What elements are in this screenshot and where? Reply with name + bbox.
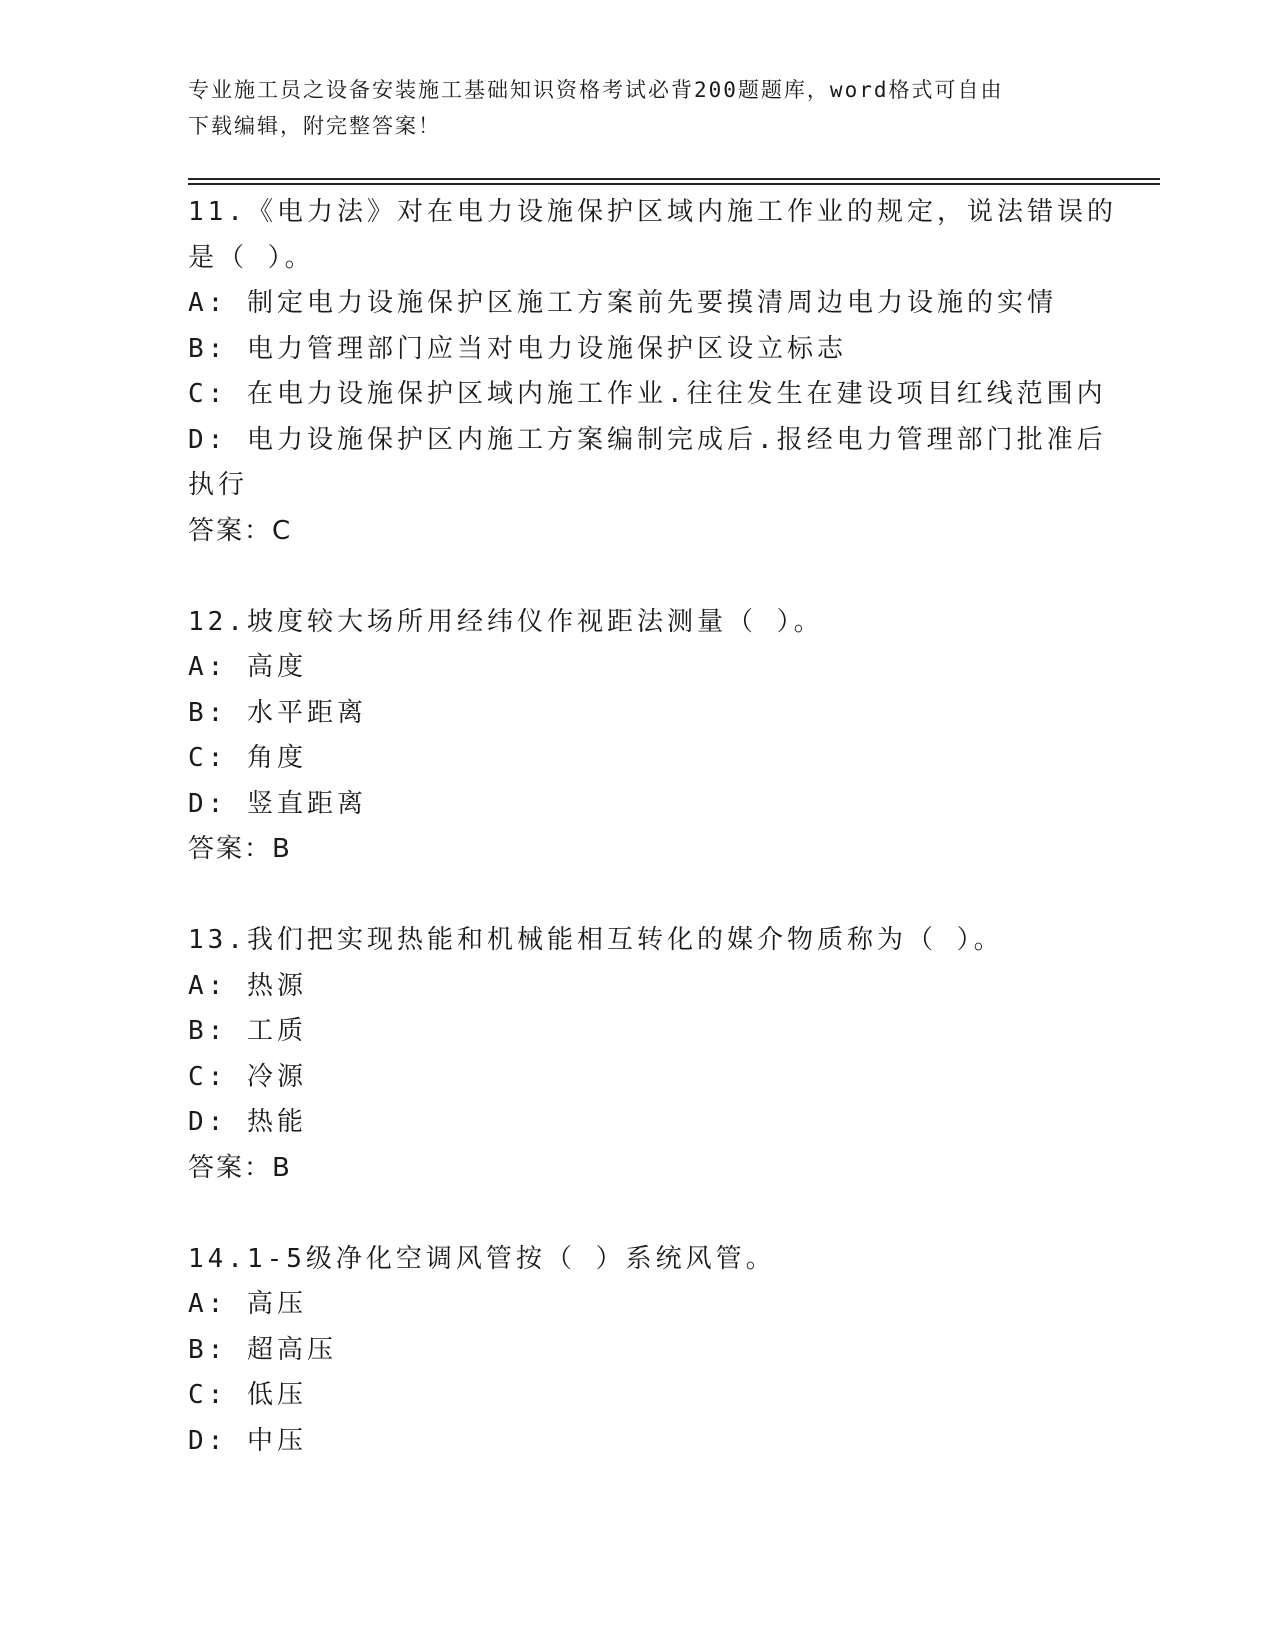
question-stem-continuation: 是（ ）。	[188, 242, 315, 273]
option-a: A: 高压	[188, 1289, 307, 1319]
question-13	[188, 918, 1088, 1191]
option-a: A: 热源	[188, 970, 307, 1001]
question-11	[188, 190, 1117, 554]
option-d: D: 热能	[188, 1107, 307, 1137]
option-b: B: 电力管理部门应当对电力设施保护区设立标志	[188, 333, 847, 364]
header-line-1: 专业施工员之设备安装施工基础知识资格考试必背200题题库，word格式可自由	[188, 78, 1004, 102]
answer: 答案：C	[188, 515, 293, 546]
option-d: D: 电力设施保护区内施工方案编制完成后.报经电力管理部门批准后	[188, 424, 1107, 455]
option-b: B: 超高压	[188, 1334, 337, 1365]
question-list	[188, 190, 1117, 1464]
spacer	[188, 873, 1088, 919]
question-stem: 11.《电力法》对在电力设施保护区域内施工作业的规定，说法错误的	[188, 197, 1117, 227]
option-c: C: 在电力设施保护区域内施工作业.往往发生在建设项目红线范围内	[188, 379, 1107, 409]
option-c: C: 角度	[188, 743, 307, 773]
header-divider-top	[188, 178, 1160, 180]
question-stem: 14.1-5级净化空调风管按（ ）系统风管。	[188, 1243, 776, 1274]
question-14	[188, 1237, 1088, 1465]
question-12	[188, 600, 1088, 873]
option-b: B: 水平距离	[188, 697, 367, 728]
spacer	[188, 1191, 1088, 1237]
option-c: C: 低压	[188, 1380, 307, 1410]
question-stem: 13.我们把实现热能和机械能相互转化的媒介物质称为（ ）。	[188, 925, 1004, 955]
header-divider-bottom	[188, 183, 1160, 185]
question-stem: 12.坡度较大场所用经纬仪作视距法测量（ ）。	[188, 606, 824, 637]
answer: 答案：B	[188, 1152, 292, 1183]
option-a: A: 制定电力设施保护区施工方案前先要摸清周边电力设施的实情	[188, 288, 1057, 318]
option-d: D: 中压	[188, 1425, 307, 1456]
option-a: A: 高度	[188, 652, 307, 682]
spacer	[188, 554, 1088, 600]
option-d-continuation: 执行	[188, 470, 249, 500]
option-c: C: 冷源	[188, 1061, 307, 1092]
option-d: D: 竖直距离	[188, 788, 367, 819]
header-line-2: 下载编辑，附完整答案！	[188, 114, 441, 138]
answer: 答案：B	[188, 834, 292, 864]
option-b: B: 工质	[188, 1016, 307, 1046]
document-header	[188, 72, 1088, 144]
